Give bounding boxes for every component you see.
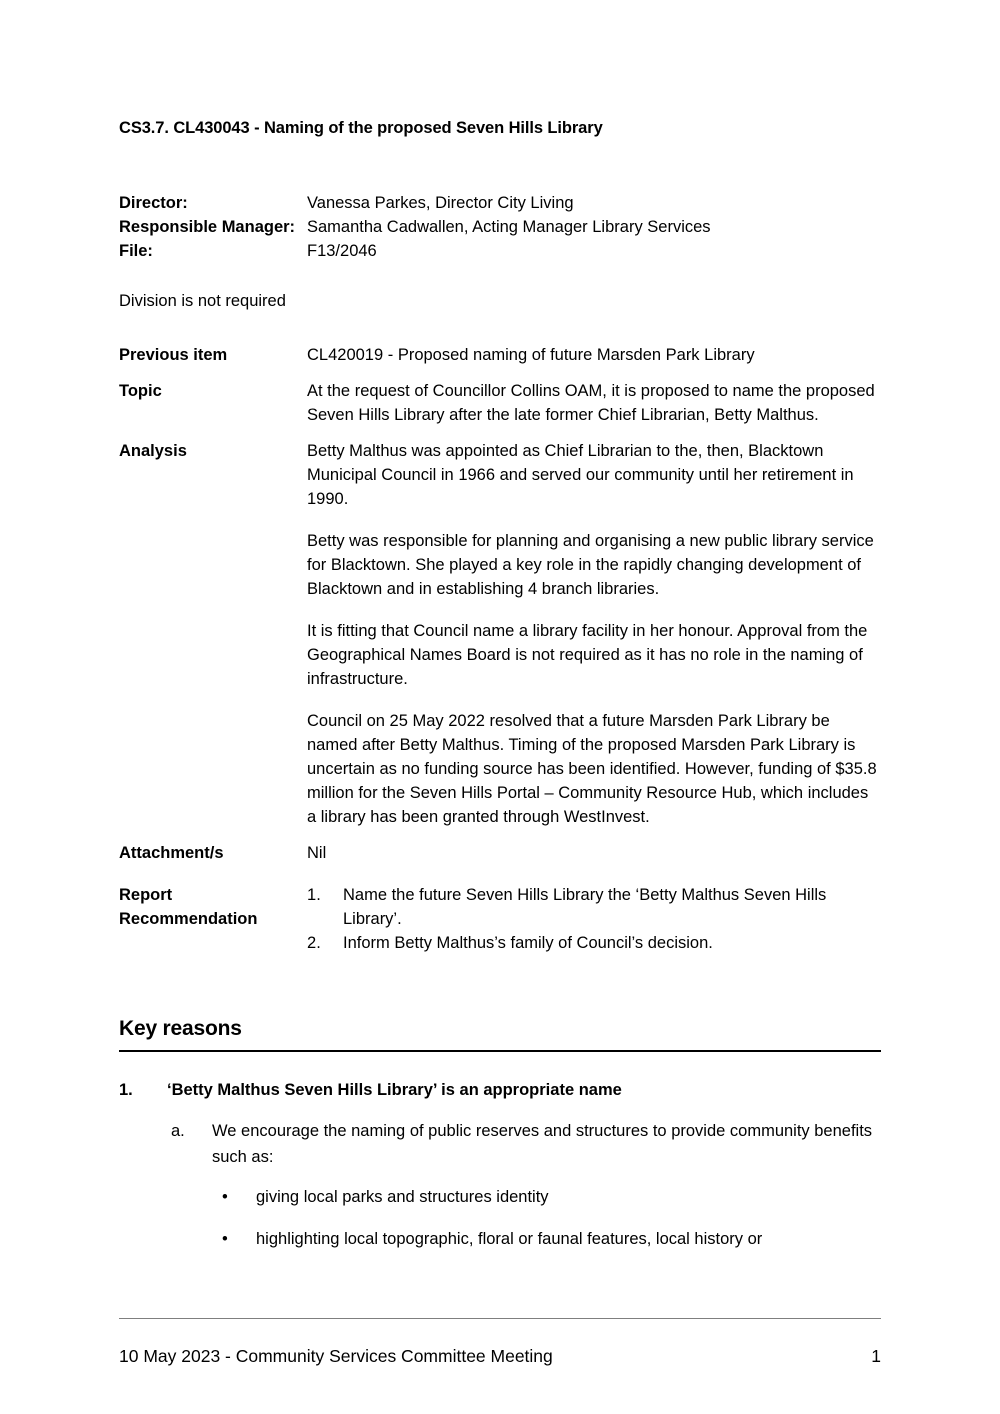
previous-item-text: CL420019 - Proposed naming of future Marsden Park Library [307, 345, 755, 364]
key-reasons-divider [119, 1050, 881, 1052]
footer-divider [119, 1318, 881, 1319]
meta-block [119, 191, 881, 263]
attachments-text: Nil [307, 843, 327, 862]
division-note: Division is not required [119, 291, 286, 310]
footer-row [119, 1345, 881, 1367]
analysis-paragraph: Betty Malthus was appointed as Chief Librarian to the, then, Blacktown Municipal Council in 1966 and served our community until her retirement in 1990. [307, 441, 854, 508]
recommendation-list-item: Name the future Seven Hills Library the ‘Betty Malthus Seven Hills Library’. [343, 885, 827, 928]
detail-row-previous-item [119, 343, 881, 367]
key-reasons-heading: Key reasons [119, 1016, 242, 1040]
page-content [119, 0, 881, 1252]
footer-page-number: 1 [871, 1346, 881, 1366]
recommendation-list-item: Inform Betty Malthus’s family of Council’s decision. [343, 933, 713, 952]
key-reason-1-bullet: • highlighting local topographic, floral or faunal features, local history or [119, 1226, 881, 1252]
meta-label-director: Director: [119, 193, 188, 212]
detail-row-topic [119, 379, 881, 427]
detail-block [119, 343, 881, 955]
page-footer [119, 1318, 881, 1367]
meta-label-file: File: [119, 241, 153, 260]
detail-label-report-recommendation-line1: Report [119, 885, 173, 904]
meta-value-director: Vanessa Parkes, Director City Living [307, 193, 574, 212]
key-reason-1 [119, 1078, 881, 1102]
detail-value-analysis [307, 439, 881, 829]
detail-label-attachments: Attachment/s [119, 843, 224, 862]
meta-row-director [119, 191, 881, 215]
detail-value-report-recommendation [307, 883, 881, 955]
detail-value-previous-item [307, 343, 881, 367]
meta-label-responsible-manager: Responsible Manager: [119, 217, 296, 236]
analysis-paragraph: Betty was responsible for planning and organising a new public library service for Blacktown. She played a key role in the rapidly changing development of Blacktown and in establishing 4 branch libraries. [307, 531, 874, 598]
topic-paragraph: At the request of Councillor Collins OAM, it is proposed to name the proposed Seven Hills Library after the late former Chief Librarian, Betty Malthus. [307, 381, 875, 424]
key-reason-1-number: 1. [119, 1080, 133, 1099]
detail-label-previous-item: Previous item [119, 345, 228, 364]
footer-meeting-label: 10 May 2023 - Community Services Committee Meeting [119, 1346, 553, 1366]
meta-row-file [119, 239, 881, 263]
analysis-paragraph: Council on 25 May 2022 resolved that a future Marsden Park Library be named after Betty Malthus. Timing of the proposed Marsden Park Library is uncertain as no funding source has been identified. However, funding of $35.8 million for the Seven Hills Portal – Community Resource Hub, which includes a library has been granted through WestInvest. [307, 711, 877, 826]
key-reason-1-title: ‘Betty Malthus Seven Hills Library’ is an appropriate name [167, 1080, 622, 1099]
detail-row-analysis [119, 439, 881, 829]
recommendation-list [307, 883, 881, 955]
analysis-paragraph: It is fitting that Council name a library facility in her honour. Approval from the Geographical Names Board is not required as it has no role in the naming of infrastructure. [307, 621, 868, 688]
detail-value-attachments [307, 841, 881, 865]
report-title: CS3.7. CL430043 - Naming of the proposed Seven Hills Library [119, 119, 603, 137]
detail-label-report-recommendation-line2: Recommendation [119, 909, 258, 928]
key-reason-1-bullets [119, 1184, 881, 1252]
detail-label-topic: Topic [119, 381, 162, 400]
meta-row-responsible-manager [119, 215, 881, 239]
detail-label-analysis: Analysis [119, 441, 187, 460]
detail-label-report-recommendation [119, 883, 307, 931]
key-reason-1-sub-a-text: We encourage the naming of public reserves and structures to provide community benefits such as: [212, 1121, 873, 1166]
detail-row-report-recommendation [119, 883, 881, 955]
key-reason-1-sub-a [119, 1118, 881, 1170]
meta-value-responsible-manager: Samantha Cadwallen, Acting Manager Library Services [307, 217, 711, 236]
meta-value-file: F13/2046 [307, 241, 377, 260]
key-reason-1-bullet: • giving local parks and structures identity [119, 1184, 881, 1210]
detail-row-attachments [119, 841, 881, 865]
key-reason-1-sub-a-letter: a. [171, 1121, 185, 1140]
detail-value-topic [307, 379, 881, 427]
